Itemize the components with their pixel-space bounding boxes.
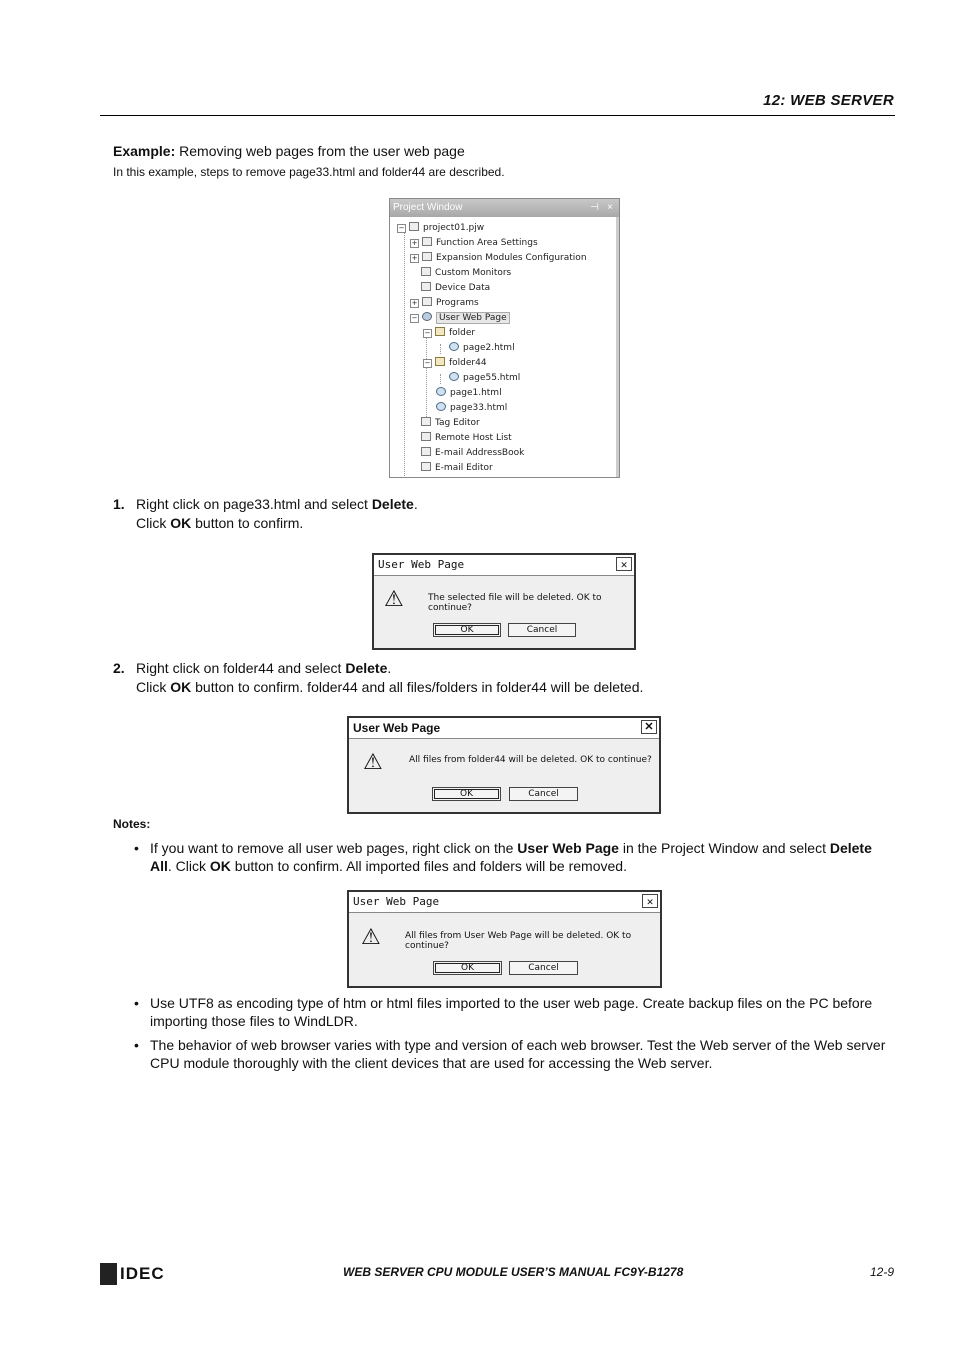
project-window	[389, 198, 620, 478]
tree-node-project[interactable]: − project01.pjw	[398, 223, 485, 233]
ok-button[interactable]: OK	[433, 961, 502, 975]
tree-node-function-area[interactable]: + Function Area Settings	[411, 238, 538, 248]
html-file-icon	[436, 402, 446, 411]
ok-button[interactable]: OK	[432, 787, 501, 801]
expand-icon[interactable]: +	[411, 254, 418, 262]
program-icon	[422, 297, 432, 306]
project-file-icon	[409, 222, 419, 231]
tree-node-custom-monitors[interactable]: Custom Monitors	[421, 266, 511, 280]
close-icon[interactable]: ✕	[642, 894, 658, 908]
step-number: 2.	[113, 660, 125, 676]
pencil-icon	[421, 417, 431, 426]
dialog-titlebar	[349, 718, 659, 739]
tree-node-programs[interactable]: + Programs	[411, 298, 479, 308]
folder-icon	[435, 357, 445, 366]
confirm-dialog-3	[347, 890, 662, 988]
chapter-title: 12: WEB SERVER	[763, 92, 894, 109]
collapse-icon[interactable]: −	[424, 329, 431, 337]
tree-node-remote-host[interactable]: Remote Host List	[421, 431, 512, 445]
note-text: If you want to remove all user web pages, right click on the User Web Page in the Project Window and select Delete All. Click OK button to confirm. All imported files and folders will be removed.	[150, 840, 872, 874]
tree-node-tag-editor[interactable]: Tag Editor	[421, 416, 480, 430]
tree-node-page55[interactable]: page55.html	[449, 371, 520, 385]
step-number: 1.	[113, 496, 125, 512]
data-icon	[421, 282, 431, 291]
collapse-icon[interactable]: −	[424, 359, 431, 367]
bullet-dot: •	[134, 840, 139, 856]
tree-node-email-editor[interactable]: E-mail Editor	[421, 461, 493, 475]
monitor-icon	[421, 267, 431, 276]
example-line	[113, 143, 465, 159]
dialog-title: User Web Page	[353, 895, 440, 908]
example-text: Removing web pages from the user web page	[179, 143, 465, 159]
warning-icon: ⚠	[363, 749, 383, 774]
gear-icon	[422, 252, 432, 261]
step-line-2: Click OK button to confirm.	[136, 515, 304, 531]
bullet-dot: •	[134, 1037, 139, 1053]
tree-node-device-data[interactable]: Device Data	[421, 281, 490, 295]
addressbook-icon	[421, 447, 431, 456]
step-line-1: Right click on folder44 and select Delete.	[136, 660, 392, 676]
logo-mark	[100, 1263, 117, 1285]
envelope-icon	[421, 462, 431, 471]
pin-icon[interactable]: ⊣	[590, 202, 599, 213]
header-rule	[100, 115, 895, 116]
cancel-button[interactable]: Cancel	[509, 961, 578, 975]
close-icon[interactable]: ×	[607, 202, 613, 213]
step-line-2: Click OK button to confirm. folder44 and all files/folders in folder44 will be deleted.	[136, 679, 644, 695]
settings-icon	[422, 237, 432, 246]
cancel-button[interactable]: Cancel	[509, 787, 578, 801]
note-text: The behavior of web browser varies with type and version of each web browser. Test the Web server of the Web server CPU module thoroughly with the client devices that are used for accessing the Web server.	[150, 1037, 886, 1071]
close-icon[interactable]: ✕	[641, 720, 657, 734]
dialog-title: User Web Page	[378, 558, 465, 571]
confirm-dialog-1	[372, 553, 636, 650]
warning-icon: ⚠	[361, 924, 381, 949]
collapse-icon[interactable]: −	[411, 314, 418, 322]
dialog-message: All files from User Web Page will be deleted. OK to continue?	[405, 931, 632, 951]
folder-icon	[435, 327, 445, 336]
close-icon[interactable]: ✕	[616, 557, 632, 571]
page-number: 12-9	[869, 1265, 894, 1279]
html-file-icon	[436, 387, 446, 396]
bullet-dot: •	[134, 995, 139, 1011]
dialog-message: All files from folder44 will be deleted. OK to continue?	[409, 755, 652, 765]
tree-node-page1[interactable]: page1.html	[436, 386, 502, 400]
globe-icon	[422, 312, 432, 321]
project-window-title: Project Window	[393, 202, 463, 213]
scrollbar[interactable]	[616, 217, 619, 477]
collapse-icon[interactable]: −	[398, 224, 405, 232]
logo-text: IDEC	[120, 1264, 165, 1283]
tree-node-page33[interactable]: page33.html	[436, 401, 507, 415]
host-list-icon	[421, 432, 431, 441]
tree-node-user-web-page[interactable]: − User Web Page	[410, 311, 510, 325]
tree-node-folder44[interactable]: − folder44	[424, 358, 487, 368]
dialog-message: The selected file will be deleted. OK to continue?	[428, 593, 602, 613]
note-text: Use UTF8 as encoding type of htm or html files imported to the user web page. Create backup files on the PC before importing those files to WindLDR.	[150, 995, 873, 1029]
example-description: In this example, steps to remove page33.html and folder44 are described.	[113, 165, 505, 179]
example-label: Example:	[113, 143, 176, 159]
manual-title: WEB SERVER CPU MODULE USER’S MANUAL FC9Y-B1278	[343, 1265, 684, 1279]
dialog-titlebar	[349, 892, 660, 913]
tree-node-folder[interactable]: − folder	[424, 328, 476, 338]
expand-icon[interactable]: +	[411, 239, 418, 247]
html-file-icon	[449, 342, 459, 351]
cancel-button[interactable]: Cancel	[508, 623, 576, 637]
expand-icon[interactable]: +	[411, 299, 418, 307]
ok-button[interactable]: OK	[433, 623, 501, 637]
dialog-title: User Web Page	[353, 721, 441, 735]
dialog-titlebar	[374, 555, 634, 576]
notes-heading: Notes:	[113, 817, 151, 831]
warning-icon: ⚠	[384, 586, 404, 611]
step-line-1: Right click on page33.html and select Delete.	[136, 496, 418, 512]
tree-node-email-addressbook[interactable]: E-mail AddressBook	[421, 446, 524, 460]
tree-node-expansion[interactable]: + Expansion Modules Configuration	[411, 253, 587, 263]
confirm-dialog-2	[347, 716, 661, 814]
project-window-titlebar	[390, 199, 619, 217]
tree-node-page2[interactable]: page2.html	[449, 341, 515, 355]
html-file-icon	[449, 372, 459, 381]
